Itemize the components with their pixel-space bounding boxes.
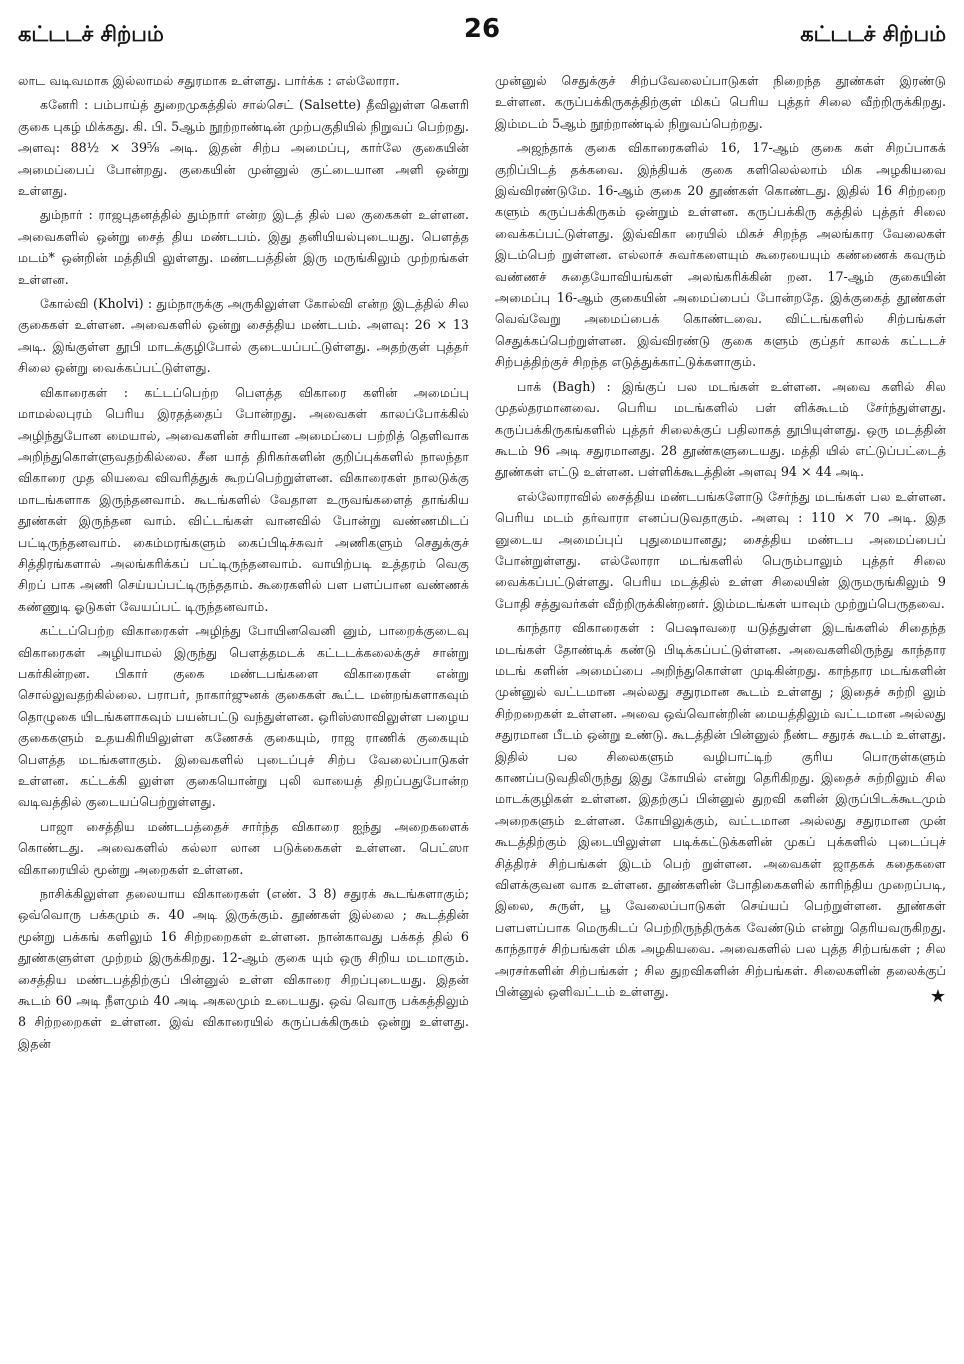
paragraph: அஜந்தாக் குகை விகாரைகளில் 16, 17-ஆம் குகை கள் சிறப்பாகக் குறிப்பிடத் தக்கவை. இந்தியக் குகை களிலெல்லாம் மிக அழகியவை இவ்விரண்டுமே. 16-ஆம் குகை 20 தூண்கள் கொண்டது. இதில் 16 சிற்றறை களும் கருப்பக்கிருகம் ஒன்றும் உள்ளன. கருப்பக்கிரு கத்தில் புத்தர் சிலை வைக்கப்பட்டுள்ளது. இவ்விகா ரையில் மிகச் சிறந்த அலங்கார வேலைகள் இடம்பெற் றுள்ளன. எல்லாச் சுவர்களையும் கூரையையும் கண்ணைக் கவரும் வண்ணச் சுதையோவியங்கள் அலங்கரிக்கின் றன. 17-ஆம் குகையின் அமைப்பு 16-ஆம் குகையின் அமைப்பைப் போன்றதே. இக்குகைத் தூண்கள் வெவ்வேறு அமைப்பைக் கொண்டவை. விட்டங்களில் சிற்பங்கள் செதுக்கப்பெற்றுள்ளன. இவ்விரண்டு குகை களும் குப்தர் காலக் கட்டடச் சிற்பத்திற்குச் சிறந்த எடுத்துக்காட்டுக்களாகும்.	[495, 140, 946, 370]
paragraph: பாஜா சைத்திய மண்டபத்தைச் சார்ந்த விகாரை ஐந்து அறைகளைக் கொண்டது. அவைகளில் கல்லா லான படுக்கைகள் உள்ளன. பெட்ஸா விகாரையில் மூன்று அறைகள் உள்ளன.	[18, 818, 469, 877]
text-columns	[18, 70, 946, 1355]
left-column	[18, 70, 469, 1355]
paragraph: காந்தார விகாரைகள் : பெஷாவரை யடுத்துள்ள இடங்களில் சிதைந்த மடங்கள் தோண்டிக் கண்டு பிடிக்கப்பட்டுள்ளன. அவைகளிலிருந்து காந்தார மடங் களின் அமைப்பை அறிந்துகொள்ள முடிகின்றது. காந்தார மடங்களின் முன்னுல் வட்டமான அல்லது சதுரமான கூடம் உள்ளது ; இதைச் சுற்றி லும் சிற்றறைகள் உள்ளன. அவை ஒவ்வொன்றின் மையத்திலும் வட்டமான அல்லது சதுரமான பீடம் ஒன்று உண்டு. கூடத்தின் பின்னுல் நீண்ட சதுரக் கூடம் உள்ளது. இதில் பல சிலைகளும் வழிபாட்டிற் குரிய பொருள்களும் காணப்படுவதிலிருந்து இது கோயில் என்று தெரிகிறது. இதைச் சுற்றிலும் சில மாடக்குழிகள் உள்ளன. இதற்குப் பின்னுல் துறவி களின் இருப்பிடக்கூடமும் அறைகளும் உள்ளன. கோயிலுக்கும், வட்டமான அல்லது சதுரமான முன் கூடத்திற்கும் இடையிலுள்ள படிக்கட்டுக்களின் முகப் புக்களில் புடைப்புச் சித்திரச் சிற்பங்கள் இடம் பெற் றுள்ளன. அவைகள் ஜாதகக் கதைகளை விளக்குவன வாக உள்ளன. தூண்களின் போதிகைகளில் காரிந்திய முறைப்படி, இலை, சுருள், பூ வேலைப்பாடுகள் செய்யப் பெற்றுள்ளன. தூண்கள் பளபளப்பாக மெருகிடப் பெற்றிருந்திருக்க வேண்டும் என்று தெரியவருகிறது. காந்தாரச் சிற்பங்கள் மிக அழகியவை. அவைகளில் பல புத்த சிற்பங்கள் ; சில அரசர்களின் சிற்பங்கள் ; சில துறவிகளின் சிற்பங்கள். சிலைகளின் தலைக்குப் பின்னுல் ஒளிவட்டம் உள்ளது.	[495, 620, 946, 1000]
paragraph: தும்நார் : ராஜபுதனத்தில் தும்நார் என்ற இடத் தில் பல குகைகள் உள்ளன. அவைகளில் ஒன்று சைத் திய மண்டபம். இது தனியியல்புடையது. பௌத்த மடம்* ஒன்றின் மத்தியி லுள்ளது. மண்டபத்தின் இரு மருங்கிலும் முற்றங்கள் உள்ளன.	[18, 207, 469, 287]
right-column	[495, 70, 946, 1355]
paragraph: முன்னுல் செதுக்குச் சிற்பவேலைப்பாடுகள் நிறைந்த தூண்கள் இரண்டு உள்ளன. கருப்பக்கிருகத்திற்குள் மிகப் பெரிய புத்தர் சிலை வீற்றிருக்கிறது. இம்மடம் 5ஆம் நூற்றாண்டில் நிறுவப்பெற்றது.	[495, 73, 946, 131]
running-title-right: கட்டடச் சிற்பம்	[800, 22, 946, 46]
paragraph: நாசிக்கிலுள்ள தலையாய விகாரைகள் (எண். 3 8) சதுரக் கூடங்களாகும்; ஒவ்வொரு பக்கமும் சு. 40 அடி இருக்கும். தூண்கள் இல்லை ; கூடத்தின் மூன்று பக்கங் களிலும் 16 சிற்றறைகள் உள்ளன. நான்காவது பக்கத் தில் 6 தூண்களுள்ள முற்றம் இருக்கிறது. 12-ஆம் குகை யும் ஒரு சிறிய மடமாகும். சைத்திய மண்டபத்திற்குப் பின்னுல் உள்ள விகாரை சிறப்புடையது. இதன் கூடம் 60 அடி நீளமும் 40 அடி அகலமும் உடையது. ஒவ் வொரு பக்கத்திலும் 8 சிற்றறைகள் உள்ளன. இவ் விகாரையில் கருப்பக்கிருகம் ஒன்று உள்ளது. இதன்	[18, 886, 469, 1051]
running-title-left: கட்டடச் சிற்பம்	[18, 22, 164, 46]
paragraph: லாட வடிவமாக இல்லாமல் சதுரமாக உள்ளது. பார்க்க : எல்லோரா.	[18, 73, 400, 88]
end-star-icon: ★	[929, 986, 946, 1008]
paragraph: கட்டப்பெற்ற விகாரைகள் அழிந்து போயினவெனி னும், பாறைக்குடைவு விகாரைகள் அழியாமல் இருந்து பௌத்தமடக் கட்டடக்கலைக்குச் சான்று பகர்கின்றன. பிகார் குகை மண்டபங்களை விகாரைகள் என்று சொல்லுவதற்கில்லை. பராபர், நாகார்ஜுனக் குகைகள் கூட்ட மன்றங்களாகவும் தொழுகை யிடங்களாகவும் பயன்பட்டு வந்துள்ளன. ஒரிஸ்ஸாவிலுள்ள பழைய குகைகளும் உதயகிரியிலுள்ள கணேசக் குகையும், ராஜ ராணிக் குகையும் பௌத்த மடங்களாகும். இவைகளில் புடைப்புச் சிற்ப வேலைப்பாடுகள் உள்ளன. கட்டக்கி லுள்ள குகையொன்று புலி வாயைத் திறப்பதுபோன்ற வடிவத்தில் குடையப்பெற்றுள்ளது.	[18, 623, 469, 810]
paragraph: விகாரைகள் : கட்டப்பெற்ற பௌத்த விகாரை களின் அமைப்பு மாமல்லபுரம் பெரிய இரதத்தைப் போன்றது. அவைகள் காலப்போக்கில் அழிந்துபோன மையால், அவைகளின் சரியான அமைப்பை பற்றித் தெளிவாக அறிந்துகொள்ளுவதற்கில்லை. சீன யாத் திரிகர்களின் குறிப்புக்களில் நாலந்தா விகாரை முத லியவை விவரித்துக் கூறப்பெற்றுள்ளன. விகாரைகள் நாலடுக்கு மாடங்களாக இருந்தனவாம். கூடங்களில் வேதாள உருவங்களைத் தாங்கிய தூண்கள் இருந்தன வாம். விட்டங்கள் வானவில் போன்று வண்ணமிடப் பட்டிருந்தனவாம். கைம்மரங்களும் கைப்பிடிச்சுவர் அணிகளும் செதுக்குச் சித்திரங்களால் அலங்கரிக்கப் பட்டிருந்தனவாம். வாயிற்படி உத்தரம் வெகு சிறப் பாக அணி செய்யப்பட்டிருந்ததாம். கூரைகளில் பள பளப்பான வண்ணக் கண்ணுடி ஓடுகள் வேயப்பட் டிருந்தனவாம்.	[18, 384, 469, 614]
paragraph: கோல்வி (Kholvi) : தும்நாருக்கு அருகிலுள்ள கோல்வி என்ற இடத்தில் சில குகைகள் உள்ளன. அவைகளில் ஒன்று சைத்திய மண்டபம். அளவு: 26 × 13 அடி. இங்குள்ள தூபி மாடக்குழிபோல் குடையப்பட்டுள்ளது. அதற்குள் புத்தர் சிலை ஒன்று வைக்கப்பட்டுள்ளது.	[18, 296, 469, 376]
paragraph: பாக் (Bagh) : இங்குப் பல மடங்கள் உள்ளன. அவை களில் சில முதல்தரமானவை. பெரிய மடங்களில் பள் ளிக்கூடம் சேர்ந்துள்ளது. கருப்பக்கிருகங்களில் புத்தர் சிலைக்குப் பதிலாகத் தூபியுள்ளது. ஒரு மடத்தின் கூடம் 96 அடி சதுரமானது. 28 தூண்களுடையது. மத்தி யில் எட்டுப்பட்டைத் தூண்கள் எட்டு உள்ளன. பள்ளிக்கூடத்தின் அளவு 94 × 44 அடி.	[495, 378, 946, 480]
paragraph: கனேரி : பம்பாய்த் துறைமுகத்தில் சால்செட் (Salsette) தீவிலுள்ள கௌரி குகை புகழ் மிக்கது. கி. பி. 5ஆம் நூற்றாண்டின் முற்பகுதியில் நிறுவப் பெற்றது. அளவு: 88½ × 39⅝ அடி. இதன் சிற்ப அமைப்பு, கார்லே குகையின் அமைப்பைப் போன்றது. குகையின் முன்னுல் குட்டையான அளி ஒன்று உள்ளது.	[18, 97, 469, 199]
paragraph: எல்லோராவில் சைத்திய மண்டபங்களோடு சேர்ந்து மடங்கள் பல உள்ளன. பெரிய மடம் தர்வாரா எனப்படுவதாகும். அளவு : 110 × 70 அடி. இத னுடைய அமைப்புப் புதுமையானது; சைத்திய மண்டப அமைப்பைப் போன்றுள்ளது. எல்லோரா மடங்களில் பெரும்பாலும் புத்தர் சிலை வைக்கப்பட்டுள்ளது. பெரிய மடத்தில் உள்ள சிலையின் இருமருங்கிலும் 9 போதி சத்துவர்கள் வீற்றிருக்கின்றனர். இம்மடங்கள் யாவும் முற்றுப்பெருதவை.	[495, 488, 946, 611]
page-number: 26	[463, 14, 501, 44]
page-header	[14, 14, 950, 54]
